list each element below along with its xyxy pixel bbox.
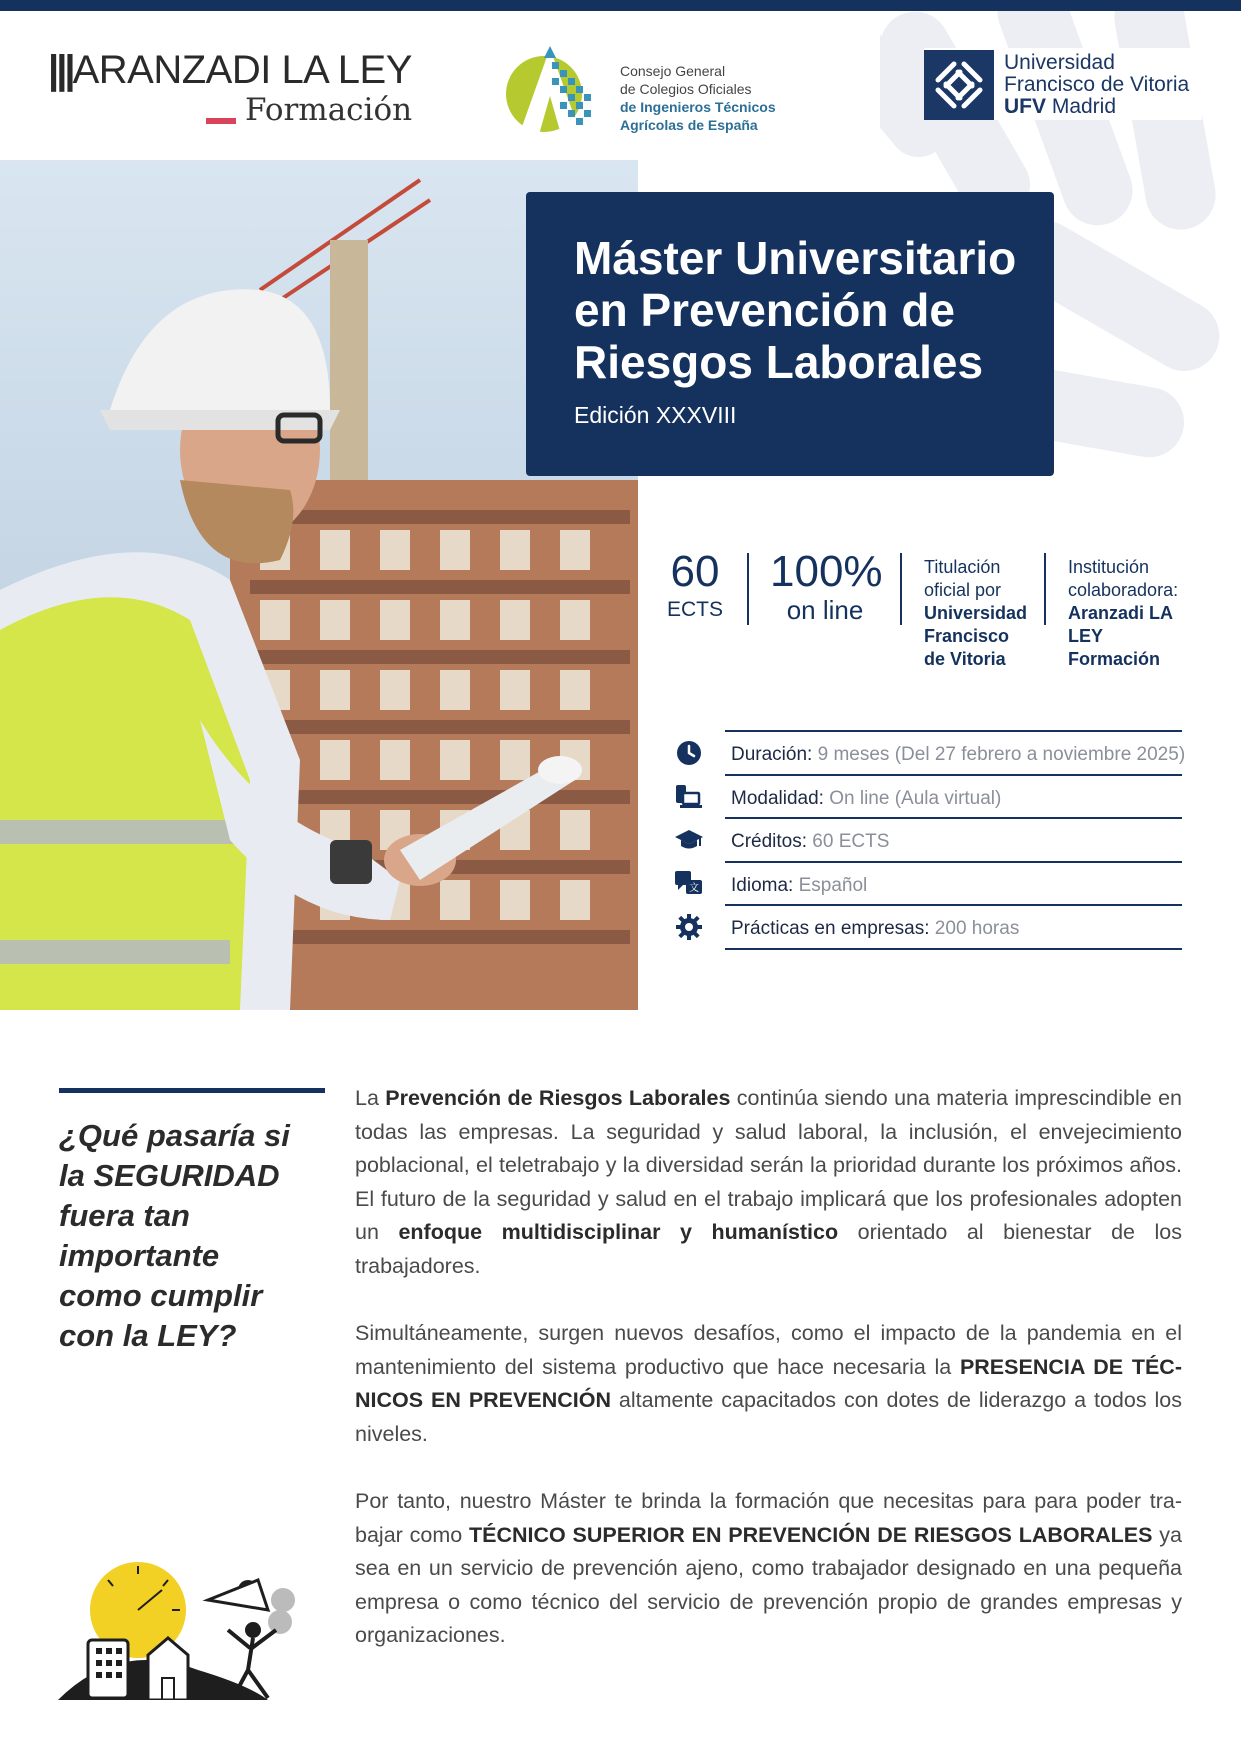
ects-label: ECTS <box>666 598 723 621</box>
consejo-line-4: Agrícolas de España <box>620 117 758 133</box>
detail-value: 60 ECTS <box>807 831 890 852</box>
text-run: orientado al bienestar de los trabajadores. <box>355 1220 1183 1278</box>
detail-value: 200 horas <box>929 918 1020 939</box>
text-emphasis: Prevención de Riesgos Laborales <box>385 1086 731 1110</box>
program-details <box>670 730 1186 948</box>
stat-divider <box>747 553 749 625</box>
stat-ects <box>660 548 730 622</box>
stat-institucion <box>1068 556 1198 671</box>
online-label: on line <box>786 595 864 625</box>
titulacion-label: Titulación oficial por <box>924 557 1002 600</box>
text-run: La <box>355 1086 386 1110</box>
text-run: Simultáneamente, surgen nuevos desafíos, como el impacto de la pandemia en el mantenimiento del sistema productivo que hace necesaria la <box>355 1321 1182 1379</box>
detail-label: Idioma: <box>731 874 794 896</box>
text-run: ya sea en un servicio de prevención ajeno, como trabajador designado en una pequeña empresa o como técnico del servicio de prevención propio de grandes empresas y organizaciones. <box>355 1522 1182 1647</box>
titulacion-value: Universidad Francisco de Vitoria <box>924 603 1028 669</box>
text-run: continúa siendo una materia imprescindible en todas las empresas. La seguridad y salud laboral, la inclusión, el envejecimiento poblacional, el teletrabajo y la diversidad serán la prioridad durante los próximos años. El futuro de la seguridad y salud en el trabajo implicará que los profesionales adopten un <box>355 1086 1182 1244</box>
paragraph-3 <box>355 1485 1182 1653</box>
ufv-abbr: UFV <box>1004 95 1046 118</box>
gear-icon <box>675 914 703 940</box>
detail-duracion <box>670 730 1186 774</box>
ufv-city: Madrid <box>1046 95 1117 118</box>
detail-idioma <box>670 861 1182 905</box>
detail-extra: (Del 27 febrero a noviembre 2025) <box>894 744 1186 765</box>
row-divider <box>725 861 1182 863</box>
program-title-box <box>526 192 1054 476</box>
row-divider <box>725 904 1182 906</box>
stat-divider <box>1044 553 1046 625</box>
safety-illustration <box>58 1560 298 1700</box>
row-divider <box>725 774 1182 776</box>
text-run: Por tanto, nuestro Máster te brinda la formación que necesitas para para poder tra-bajar como <box>355 1489 1182 1547</box>
stat-online <box>770 547 883 625</box>
detail-label: Prácticas en empresas: <box>731 918 930 939</box>
question-rule <box>59 1088 325 1093</box>
consejo-line-1: Consejo General <box>620 63 726 79</box>
consejo-line-3: de Ingenieros Técnicos <box>620 99 776 115</box>
consejo-line-2: de Colegios Oficiales <box>620 81 752 97</box>
graduation-cap-icon <box>675 827 703 853</box>
logo-bars-icon: ||| <box>48 48 73 92</box>
stat-divider <box>900 553 902 625</box>
top-bar <box>0 0 1241 11</box>
row-divider <box>725 817 1182 819</box>
aranzadi-logo <box>48 48 413 128</box>
institucion-label: Institución colaboradora: <box>1068 557 1179 600</box>
institucion-value: Aranzadi LA LEY Formación <box>1068 603 1173 669</box>
body-text <box>355 1082 1182 1687</box>
devices-icon <box>675 784 703 810</box>
program-title: Máster Universitario en Prevención de Riesgos Laborales <box>574 232 1017 388</box>
detail-value: 9 meses <box>812 744 895 765</box>
aranzadi-logo-subtext: Formación <box>245 92 413 128</box>
ufv-logo <box>924 48 1202 120</box>
ufv-line-3 <box>1004 96 1116 118</box>
text-emphasis: enfoque multidisciplinar y humanístico <box>398 1220 839 1244</box>
detail-creditos <box>670 817 1182 861</box>
stat-titulacion <box>924 556 1034 671</box>
ufv-emblem-icon <box>924 50 994 120</box>
detail-modalidad <box>670 774 1182 818</box>
ufv-line-2: Francisco de Vitoria <box>1004 73 1190 96</box>
pull-question: ¿Qué pasaría si la SEGURIDAD fuera tan importante como cumplir con la LEY? <box>59 1118 290 1353</box>
detail-value: Español <box>793 874 868 896</box>
ufv-line-1: Universidad <box>1004 51 1115 74</box>
translate-icon <box>675 871 703 897</box>
consejo-emblem-icon <box>500 42 600 142</box>
row-divider <box>725 948 1182 950</box>
paragraph-2 <box>355 1317 1182 1451</box>
detail-practicas <box>670 904 1182 948</box>
detail-label: Duración: <box>731 744 813 765</box>
detail-label: Créditos: <box>731 831 808 852</box>
detail-value: On line (Aula virtual) <box>823 787 1002 809</box>
clock-icon <box>675 740 703 766</box>
logo-accent-dash <box>206 118 236 124</box>
text-emphasis: PRESENCIA DE TÉC-NICOS EN PREVENCIÓN <box>355 1354 1182 1412</box>
detail-label: Modalidad: <box>731 787 824 809</box>
row-divider <box>725 730 1182 732</box>
aranzadi-logo-text: ARANZADI LA LEY <box>72 48 412 92</box>
paragraph-1 <box>355 1082 1182 1283</box>
svg-text:文: 文 <box>689 882 699 894</box>
consejo-logo <box>500 42 800 142</box>
text-emphasis: TÉCNICO SUPERIOR EN PREVENCIÓN DE RIESGOS LABORALES <box>468 1522 1153 1547</box>
ects-value: 60 <box>670 547 720 596</box>
text-run: altamente capacitados con dotes de liderazgo a todos los niveles. <box>355 1388 1182 1446</box>
online-value: 100% <box>770 547 883 596</box>
program-edition: Edición XXXVIII <box>574 402 737 428</box>
